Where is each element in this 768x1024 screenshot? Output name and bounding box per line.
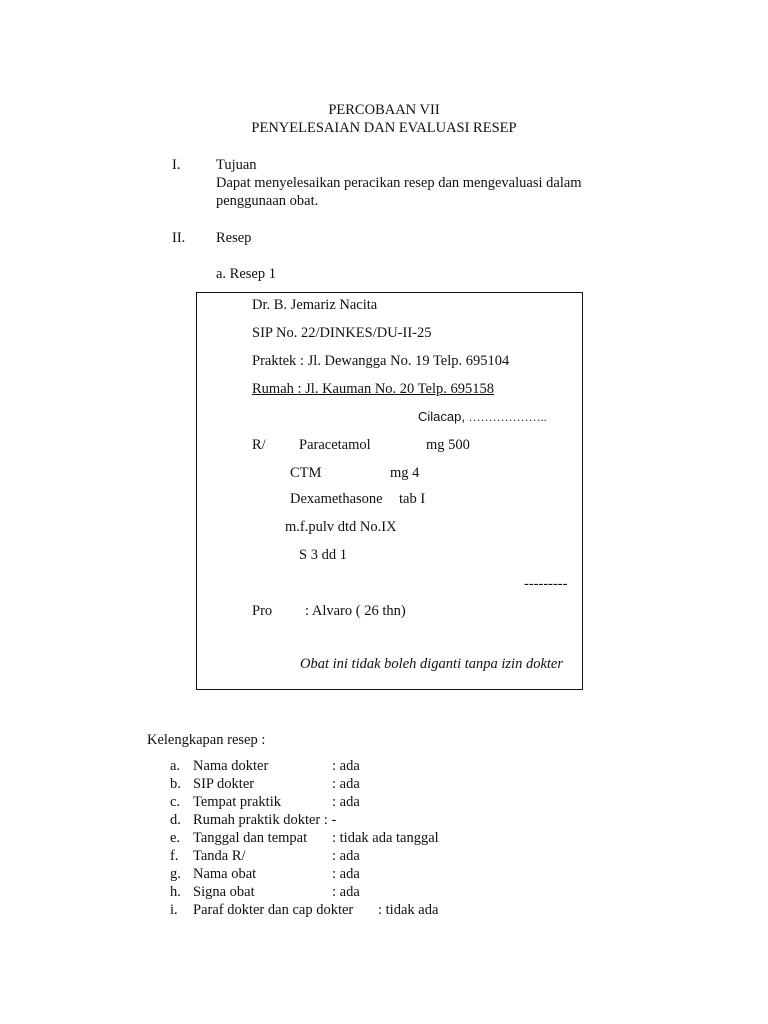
section-number-tujuan: I. [172, 157, 181, 173]
list-item-letter: i. [170, 902, 178, 918]
rx-city: Cilacap, [418, 409, 465, 424]
list-item-letter: h. [170, 884, 181, 900]
rx-item-name: CTM [290, 465, 322, 481]
rx-item-dose: mg 4 [390, 465, 420, 481]
section-heading-tujuan: Tujuan [216, 157, 257, 173]
list-item [0, 829, 768, 847]
section-heading-resep: Resep [216, 230, 252, 246]
list-item-label: Rumah praktik dokter : - [193, 812, 337, 828]
page-subtitle: PENYELESAIAN DAN EVALUASI RESEP [251, 120, 517, 136]
list-item-label: SIP dokter [193, 776, 255, 792]
kelengkapan-heading: Kelengkapan resep : [147, 732, 266, 748]
list-item-letter: d. [170, 812, 181, 828]
list-item-value: : ada [332, 758, 360, 774]
list-item-letter: b. [170, 776, 181, 792]
list-item-letter: g. [170, 866, 181, 882]
list-item-value: : ada [332, 794, 360, 810]
list-item-letter: a. [170, 758, 181, 774]
list-item [0, 793, 768, 811]
list-item-letter: e. [170, 830, 181, 846]
list-item-value: : tidak ada [378, 902, 439, 918]
rx-city-line [418, 408, 547, 426]
list-item-value: : ada [332, 884, 360, 900]
rx-item-name: Paracetamol [299, 437, 371, 453]
rx-sip: SIP No. 22/DINKES/DU-II-25 [252, 325, 432, 341]
list-item-label: Tanggal dan tempat [193, 830, 308, 846]
list-item-letter: c. [170, 794, 181, 810]
list-item-value: : ada [332, 866, 360, 882]
page-title: PERCOBAAN VII [328, 102, 440, 118]
rx-signa: S 3 dd 1 [299, 547, 347, 563]
rx-item-dose: mg 500 [426, 437, 470, 453]
list-item [0, 865, 768, 883]
rx-praktek-address: Praktek : Jl. Dewangga No. 19 Telp. 695104 [252, 353, 510, 369]
list-item-label: Tanda R/ [193, 848, 246, 864]
list-item-letter: f. [170, 848, 179, 864]
list-item-value: : ada [332, 848, 360, 864]
rx-rumah-address: Rumah : Jl. Kauman No. 20 Telp. 695158 [252, 381, 494, 397]
tujuan-body-line2: penggunaan obat. [216, 193, 319, 209]
rx-doctor-name: Dr. B. Jemariz Nacita [252, 297, 378, 313]
prescription-box [196, 292, 583, 690]
rx-mf: m.f.pulv dtd No.IX [285, 519, 397, 535]
section-number-resep: II. [172, 230, 186, 246]
rx-item-dose: tab I [399, 491, 426, 507]
rx-pro-label: Pro [252, 603, 273, 619]
resep-sub-label: a. Resep 1 [216, 266, 276, 282]
rx-symbol: R/ [252, 437, 266, 453]
list-item [0, 883, 768, 901]
list-item [0, 847, 768, 865]
list-item [0, 775, 768, 793]
list-item-label: Paraf dokter dan cap dokter [193, 902, 354, 918]
list-item [0, 811, 768, 829]
rx-note: Obat ini tidak boleh diganti tanpa izin dokter [300, 656, 563, 672]
rx-pro-value: : Alvaro ( 26 thn) [305, 603, 406, 619]
list-item [0, 757, 768, 775]
list-item-label: Signa obat [193, 884, 255, 900]
list-item-value: : ada [332, 776, 360, 792]
list-item-label: Nama obat [193, 866, 257, 882]
rx-item-name: Dexamethasone [290, 491, 383, 507]
rx-closing-line: --------- [524, 576, 568, 592]
list-item [0, 901, 768, 919]
list-item-label: Tempat praktik [193, 794, 281, 810]
rx-city-dots: ……………….. [468, 410, 547, 424]
tujuan-body-line1: Dapat menyelesaikan peracikan resep dan mengevaluasi dalam [216, 175, 582, 191]
list-item-label: Nama dokter [193, 758, 269, 774]
list-item-value: : tidak ada tanggal [332, 830, 439, 846]
